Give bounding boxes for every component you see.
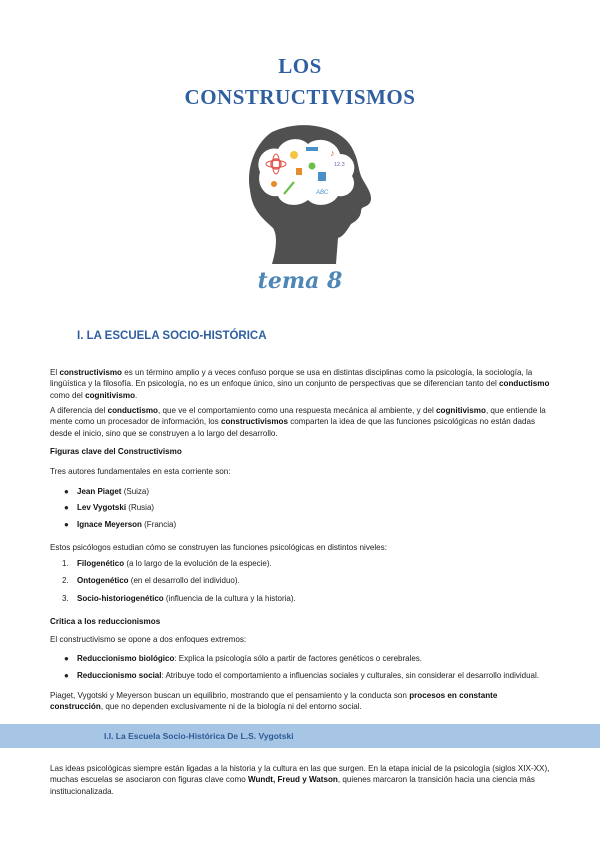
subsection-title: I.I. La Escuela Socio-Histórica De L.S. Vygotski [104, 731, 294, 741]
subsection-paragraph: Las ideas psicológicas siempre están ligadas a la historia y la cultura en las que surgen. En la etapa inicial de la psicología (siglos XIX-XX), muchas escuelas se asociaron con figuras clave como Wundt, Freud y Watson, quienes marcaron la transición hacia una ciencia más institucionalizada. [50, 764, 550, 796]
list-item: Jean Piaget (Suiza) [77, 487, 150, 496]
list-item: Ontogenético (en el desarrollo del individuo). [77, 576, 240, 585]
globe-icon [271, 181, 277, 187]
list-item: Socio-historiogenético (influencia de la cultura y la historia). [77, 594, 296, 603]
lightbulb-icon-2 [309, 163, 316, 170]
intro-paragraph-1: El constructivismo es un término amplio y a veces confuso porque se usa en distintas disciplinas como la psicología, la sociología, la lingüística y la filosofía. En psicología, no es un enfoque único, sino un conjunto de perspectivas que se diferencian tanto del conductismo como del cognitivismo. [50, 368, 550, 400]
topic-label: tema 8 [257, 268, 343, 294]
list-item: Lev Vygotski (Rusia) [77, 503, 155, 512]
figuras-heading: Figuras clave del Constructivismo [50, 447, 182, 456]
bullet-icon: ● [64, 487, 69, 496]
music-note-icon: ♪ [330, 148, 335, 158]
list-number: 1. [62, 559, 69, 568]
bullet-icon: ● [64, 503, 69, 512]
list-item: Filogenético (a lo largo de la evolución de la especie). [77, 559, 272, 568]
subsection-banner [0, 724, 600, 748]
intro-paragraph-2: A diferencia del conductismo, que ve el comportamiento como una respuesta mecánica al ambiente, y del cognitivismo, que entiende la mente como un procesador de información, los constructivismos comparten la idea de que las funciones psicológicas no están dadas desde el inicio, sino que se construyen a lo largo del desarrollo. [50, 406, 546, 438]
trophy-icon [296, 168, 302, 175]
list-number: 2. [62, 576, 69, 585]
section-heading: I. LA ESCUELA SOCIO-HISTÓRICA [77, 330, 267, 342]
document-title-line-1: LOS [278, 54, 322, 78]
critica-conclusion: Piaget, Vygotski y Meyerson buscan un equilibrio, mostrando que el pensamiento y la conducta son procesos en constante construcción, que no dependen exclusivamente ni de la biología ni del entorno social. [50, 691, 498, 712]
list-item: Reduccionismo social: Atribuye todo el comportamiento a influencias sociales y culturales, sin considerar el desarrollo individual. [77, 671, 539, 680]
list-item: Ignace Meyerson (Francia) [77, 520, 177, 529]
bullet-icon: ● [64, 520, 69, 529]
list-item: Reduccionismo biológico: Explica la psicología sólo a partir de factores genéticos o cerebrales. [77, 654, 423, 663]
list-number: 3. [62, 594, 69, 603]
lightbulb-icon [290, 151, 298, 159]
figuras-lead: Tres autores fundamentales en esta corriente son: [50, 467, 231, 476]
levels-lead: Estos psicólogos estudian cómo se construyen las funciones psicológicas en distintos niveles: [50, 543, 387, 552]
document-title-line-2: CONSTRUCTIVISMOS [184, 85, 416, 109]
child-head-silhouette-icon [232, 122, 382, 264]
calculator-icon [318, 172, 326, 181]
bullet-icon: ● [64, 671, 69, 680]
abc-label: ABC [316, 190, 329, 196]
formula-badge: 12.3 [334, 162, 345, 168]
critica-lead: El constructivismo se opone a dos enfoques extremos: [50, 635, 247, 644]
graduation-cap-icon [306, 147, 318, 151]
bullet-icon: ● [64, 654, 69, 663]
critica-heading: Crítica a los reduccionismos [50, 617, 161, 626]
